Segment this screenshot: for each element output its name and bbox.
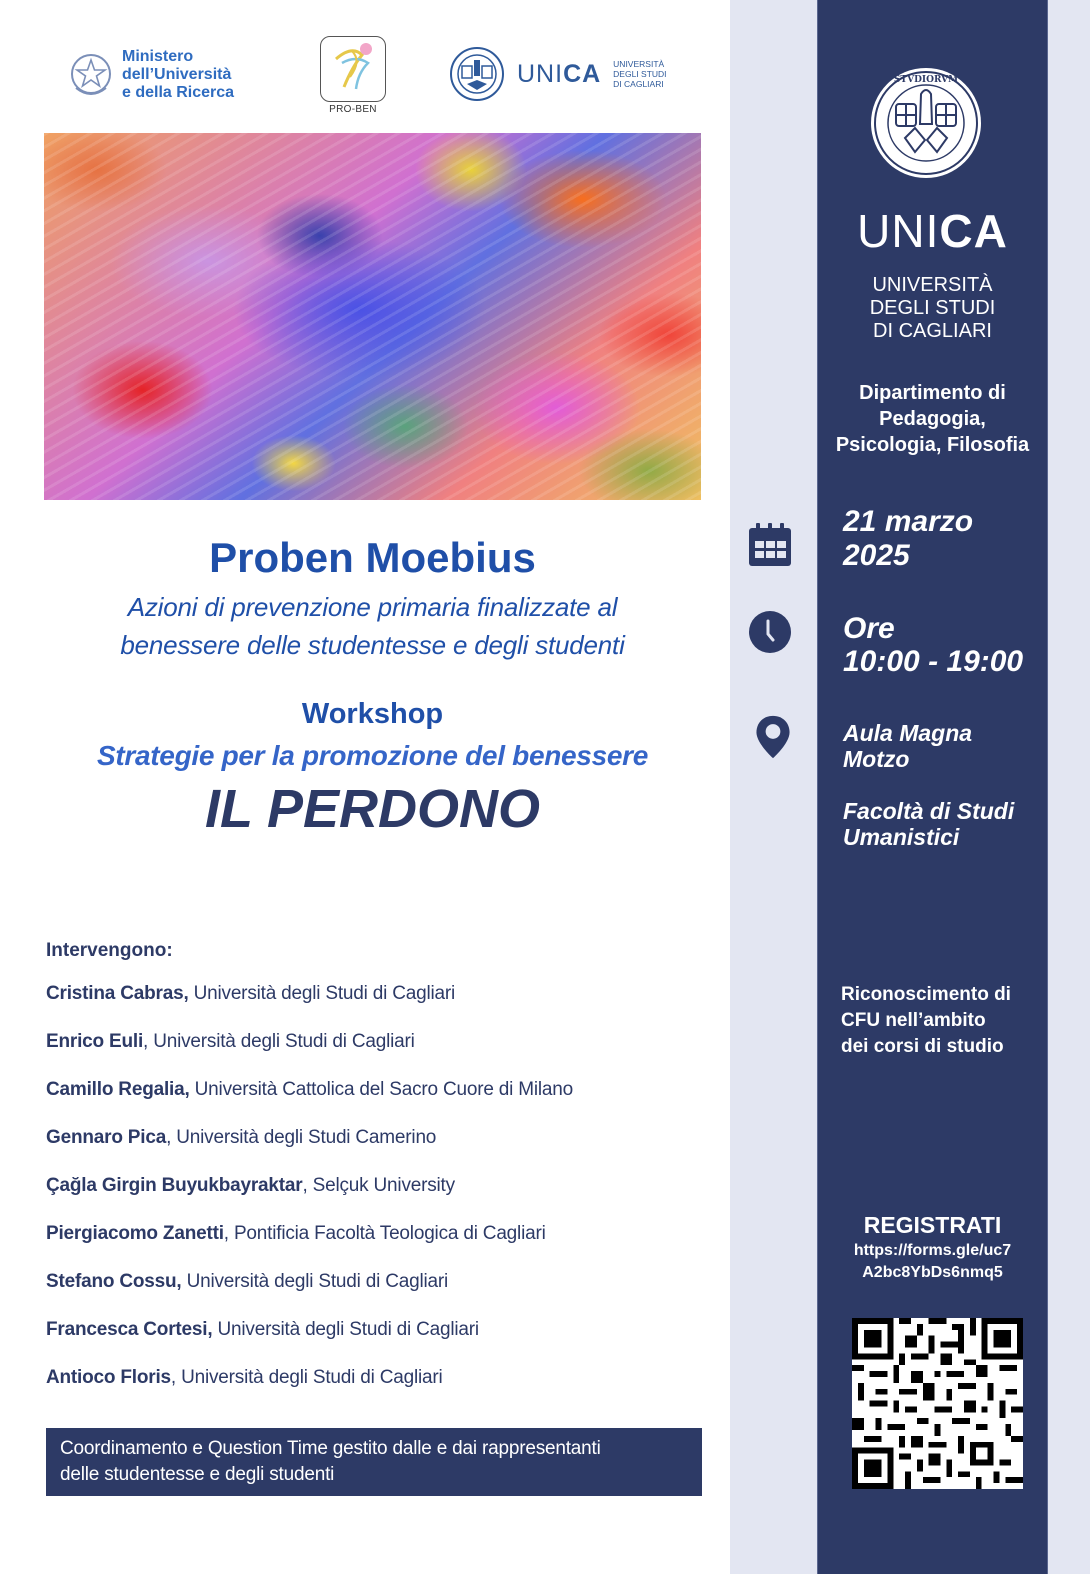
speaker-item bbox=[46, 1077, 706, 1125]
unica-small-text bbox=[613, 59, 666, 89]
workshop-topic: IL PERDONO bbox=[204, 779, 541, 839]
university-name-line3: DI CAGLIARI bbox=[873, 320, 992, 342]
svg-text:STVDIORVM: STVDIORVM bbox=[893, 75, 959, 85]
speaker-item bbox=[46, 1365, 706, 1413]
unica-wordmark bbox=[517, 60, 601, 89]
event-date bbox=[843, 505, 973, 573]
proben-label: PRO-BEN bbox=[329, 104, 377, 115]
speaker-affiliation: Università degli Studi di Cagliari bbox=[181, 1271, 449, 1292]
coordination-note-line1: Coordinamento e Question Time gestito dalle e dai rappresentanti bbox=[60, 1438, 601, 1459]
event-time-range: 10:00 - 19:00 bbox=[843, 645, 1024, 678]
location-pin-icon bbox=[750, 714, 796, 760]
speaker-name: Antioco Floris bbox=[46, 1367, 171, 1388]
register-heading: REGISTRATI bbox=[863, 1212, 1002, 1238]
department-name bbox=[817, 380, 1048, 458]
light-side-column bbox=[730, 0, 817, 1574]
speakers-list bbox=[46, 938, 706, 1413]
unica-word-light: UNI bbox=[517, 59, 564, 88]
university-name bbox=[817, 274, 1048, 343]
project-title: Proben Moebius bbox=[209, 534, 536, 581]
italian-emblem-icon bbox=[68, 50, 114, 100]
speaker-item bbox=[46, 981, 706, 1029]
speaker-affiliation: , Università degli Studi Camerino bbox=[166, 1127, 437, 1148]
clock-icon bbox=[748, 610, 794, 656]
speaker-affiliation: Università degli Studi di Cagliari bbox=[188, 983, 456, 1004]
event-faculty bbox=[843, 798, 1014, 850]
event-venue bbox=[843, 720, 972, 772]
ministry-name-line2: dell’Università bbox=[122, 66, 232, 83]
speaker-name: Francesca Cortesi, bbox=[46, 1319, 213, 1340]
speaker-name: Gennaro Pica bbox=[46, 1127, 167, 1148]
university-name-line2: DEGLI STUDI bbox=[869, 297, 996, 319]
ministry-logo bbox=[68, 48, 234, 102]
speaker-name: Çağla Girgin Buyukbayraktar bbox=[46, 1175, 303, 1196]
university-name-line1: UNIVERSITÀ bbox=[872, 274, 993, 296]
speaker-affiliation: , Università degli Studi di Cagliari bbox=[170, 1367, 443, 1388]
speaker-name: Camillo Regalia, bbox=[46, 1079, 190, 1100]
event-faculty-line1: Facoltà di Studi bbox=[843, 798, 1015, 824]
cfu-line2: CFU nell’ambito bbox=[841, 1010, 986, 1031]
unica-small-line3: DI CAGLIARI bbox=[613, 79, 664, 89]
speaker-affiliation: , Pontificia Facoltà Teologica di Cagliari bbox=[223, 1223, 546, 1244]
event-date-line1: 21 marzo bbox=[843, 505, 974, 538]
proben-logo bbox=[319, 36, 387, 115]
event-time-label: Ore bbox=[843, 612, 895, 645]
workshop-subtitle: Strategie per la promozione del benessere bbox=[97, 740, 648, 771]
speaker-item bbox=[46, 1221, 706, 1269]
unica-large-bold: CA bbox=[939, 205, 1008, 257]
cfu-recognition bbox=[841, 982, 1041, 1060]
speaker-affiliation: , Università degli Studi di Cagliari bbox=[143, 1031, 415, 1052]
unica-large-light: UNI bbox=[857, 205, 940, 257]
speaker-name: Stefano Cossu, bbox=[46, 1271, 182, 1292]
proben-runner-icon bbox=[322, 37, 384, 99]
university-seal-icon bbox=[449, 46, 505, 102]
department-line2: Pedagogia, bbox=[879, 408, 986, 430]
event-venue-line2: Motzo bbox=[843, 746, 910, 772]
workshop-label: Workshop bbox=[301, 698, 444, 730]
ministry-name-line3: e della Ricerca bbox=[122, 84, 235, 101]
ministry-name-line1: Ministero bbox=[122, 48, 194, 65]
abstract-art-banner bbox=[44, 133, 701, 500]
coordination-note-line2: delle studentesse e degli studenti bbox=[60, 1464, 335, 1485]
speaker-affiliation: , Selçuk University bbox=[302, 1175, 455, 1196]
project-subtitle-line1: Azioni di prevenzione primaria finalizzate al bbox=[127, 592, 618, 622]
department-line1: Dipartimento di bbox=[859, 382, 1006, 404]
registration-block bbox=[817, 1210, 1048, 1284]
department-line3: Psicologia, Filosofia bbox=[835, 434, 1030, 456]
university-seal-icon bbox=[869, 66, 983, 180]
speaker-item bbox=[46, 1173, 706, 1221]
coordination-note bbox=[46, 1428, 702, 1496]
event-time bbox=[843, 612, 1023, 678]
unica-word-bold: CA bbox=[563, 59, 602, 88]
unica-logo bbox=[449, 46, 667, 102]
register-link-line1[interactable]: https://forms.gle/uc7 bbox=[853, 1242, 1012, 1259]
logo-bar bbox=[60, 36, 700, 122]
register-link[interactable] bbox=[817, 1240, 1048, 1284]
qr-code[interactable] bbox=[852, 1318, 1023, 1489]
speaker-item bbox=[46, 1125, 706, 1173]
register-link-line2[interactable]: A2bc8YbDs6nmq5 bbox=[862, 1264, 1003, 1281]
cfu-line3: dei corsi di studio bbox=[841, 1036, 1004, 1057]
speaker-item bbox=[46, 1029, 706, 1077]
speaker-item bbox=[46, 1269, 706, 1317]
speaker-affiliation: Università Cattolica del Sacro Cuore di Milano bbox=[189, 1079, 574, 1100]
unica-small-line1: UNIVERSITÀ bbox=[613, 59, 665, 69]
event-venue-line1: Aula Magna bbox=[843, 720, 973, 746]
cfu-line1: Riconoscimento di bbox=[841, 984, 1011, 1005]
speakers-heading: Intervengono: bbox=[46, 940, 173, 961]
event-titles bbox=[44, 530, 701, 842]
unica-small-line2: DEGLI STUDI bbox=[613, 69, 667, 79]
event-faculty-line2: Umanistici bbox=[843, 824, 960, 850]
event-date-line2: 2025 bbox=[843, 539, 910, 572]
speaker-affiliation: Università degli Studi di Cagliari bbox=[212, 1319, 479, 1340]
unica-wordmark-large bbox=[817, 204, 1048, 258]
calendar-icon bbox=[747, 522, 793, 568]
speaker-item bbox=[46, 1317, 706, 1365]
project-subtitle-line2: benessere delle studentesse e degli studenti bbox=[120, 630, 625, 660]
light-edge-strip bbox=[1048, 0, 1090, 1574]
speaker-name: Cristina Cabras, bbox=[46, 983, 189, 1004]
speaker-name: Enrico Euli bbox=[46, 1031, 144, 1052]
speaker-name: Piergiacomo Zanetti bbox=[46, 1223, 224, 1244]
